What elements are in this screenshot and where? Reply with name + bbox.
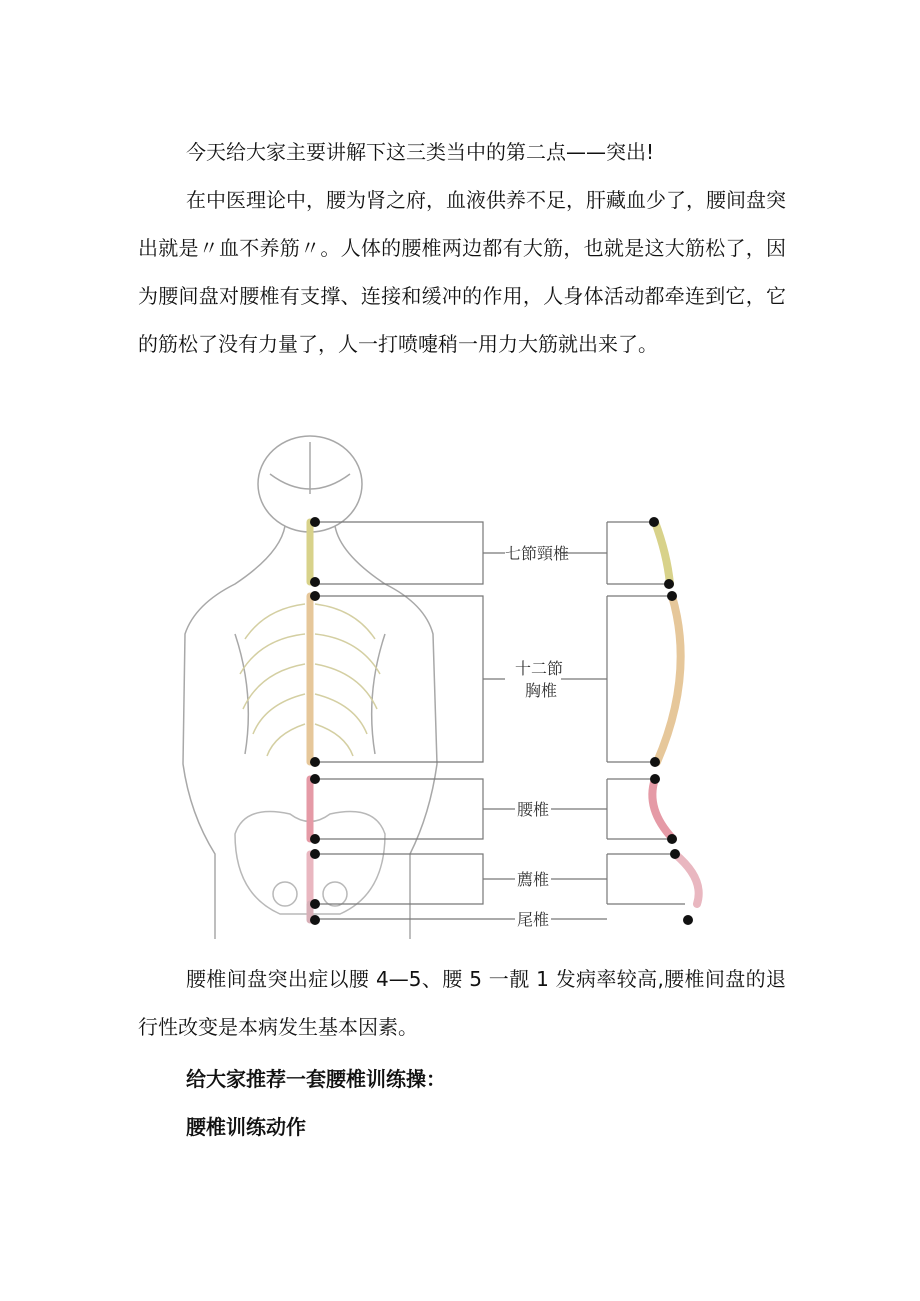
heading-training-recommendation: 给大家推荐一套腰椎训练操： bbox=[186, 1067, 446, 1091]
marker-s5 bbox=[310, 899, 320, 909]
side-marker-c7 bbox=[664, 579, 674, 589]
label-coccyx: 尾椎 bbox=[517, 910, 550, 929]
marker-s1 bbox=[310, 849, 320, 859]
side-marker-t12 bbox=[650, 757, 660, 767]
spine-anatomy-figure bbox=[175, 434, 745, 942]
marker-t12 bbox=[310, 757, 320, 767]
label-sacrum: 薦椎 bbox=[517, 870, 550, 889]
label-cervical: 七節頸椎 bbox=[505, 544, 570, 563]
label-thoracic-line2: 胸椎 bbox=[525, 681, 558, 700]
label-thoracic-line1: 十二節 bbox=[515, 659, 564, 678]
marker-l1 bbox=[310, 774, 320, 784]
marker-c7 bbox=[310, 577, 320, 587]
paragraph-tcm-theory: 在中医理论中，腰为肾之府，血液供养不足，肝藏血少了，腰间盘突出就是〃血不养筋〃。人体的腰椎两边都有大筋，也就是这大筋松了，因为腰间盘对腰椎有支撑、连接和缓冲的作用，人身体活动都牵连到它，它的筋松了没有力量了，人一打喷嚏稍一用力大筋就出来了。 bbox=[138, 188, 786, 356]
side-marker-l5 bbox=[667, 834, 677, 844]
paragraph-intro: 今天给大家主要讲解下这三类当中的第二点——突出! bbox=[186, 140, 655, 164]
marker-c1 bbox=[310, 517, 320, 527]
marker-t1 bbox=[310, 591, 320, 601]
spine-side-view bbox=[652, 522, 698, 904]
marker-l5 bbox=[310, 834, 320, 844]
side-marker-coccyx bbox=[683, 915, 693, 925]
connector-lines bbox=[318, 522, 685, 919]
vertebra-markers bbox=[310, 517, 693, 925]
side-marker-s1 bbox=[670, 849, 680, 859]
paragraph-prevalence: 腰椎间盘突出症以腰 4—5、腰 5 一靓 1 发病率较高,腰椎间盘的退行性改变是本病发生基本因素。 bbox=[138, 967, 786, 1039]
side-marker-c1 bbox=[649, 517, 659, 527]
side-marker-t1 bbox=[667, 591, 677, 601]
spine-diagram-svg bbox=[175, 434, 745, 942]
side-marker-l1 bbox=[650, 774, 660, 784]
marker-coccyx bbox=[310, 915, 320, 925]
heading-training-actions: 腰椎训练动作 bbox=[186, 1115, 306, 1139]
label-lumbar: 腰椎 bbox=[517, 800, 550, 819]
